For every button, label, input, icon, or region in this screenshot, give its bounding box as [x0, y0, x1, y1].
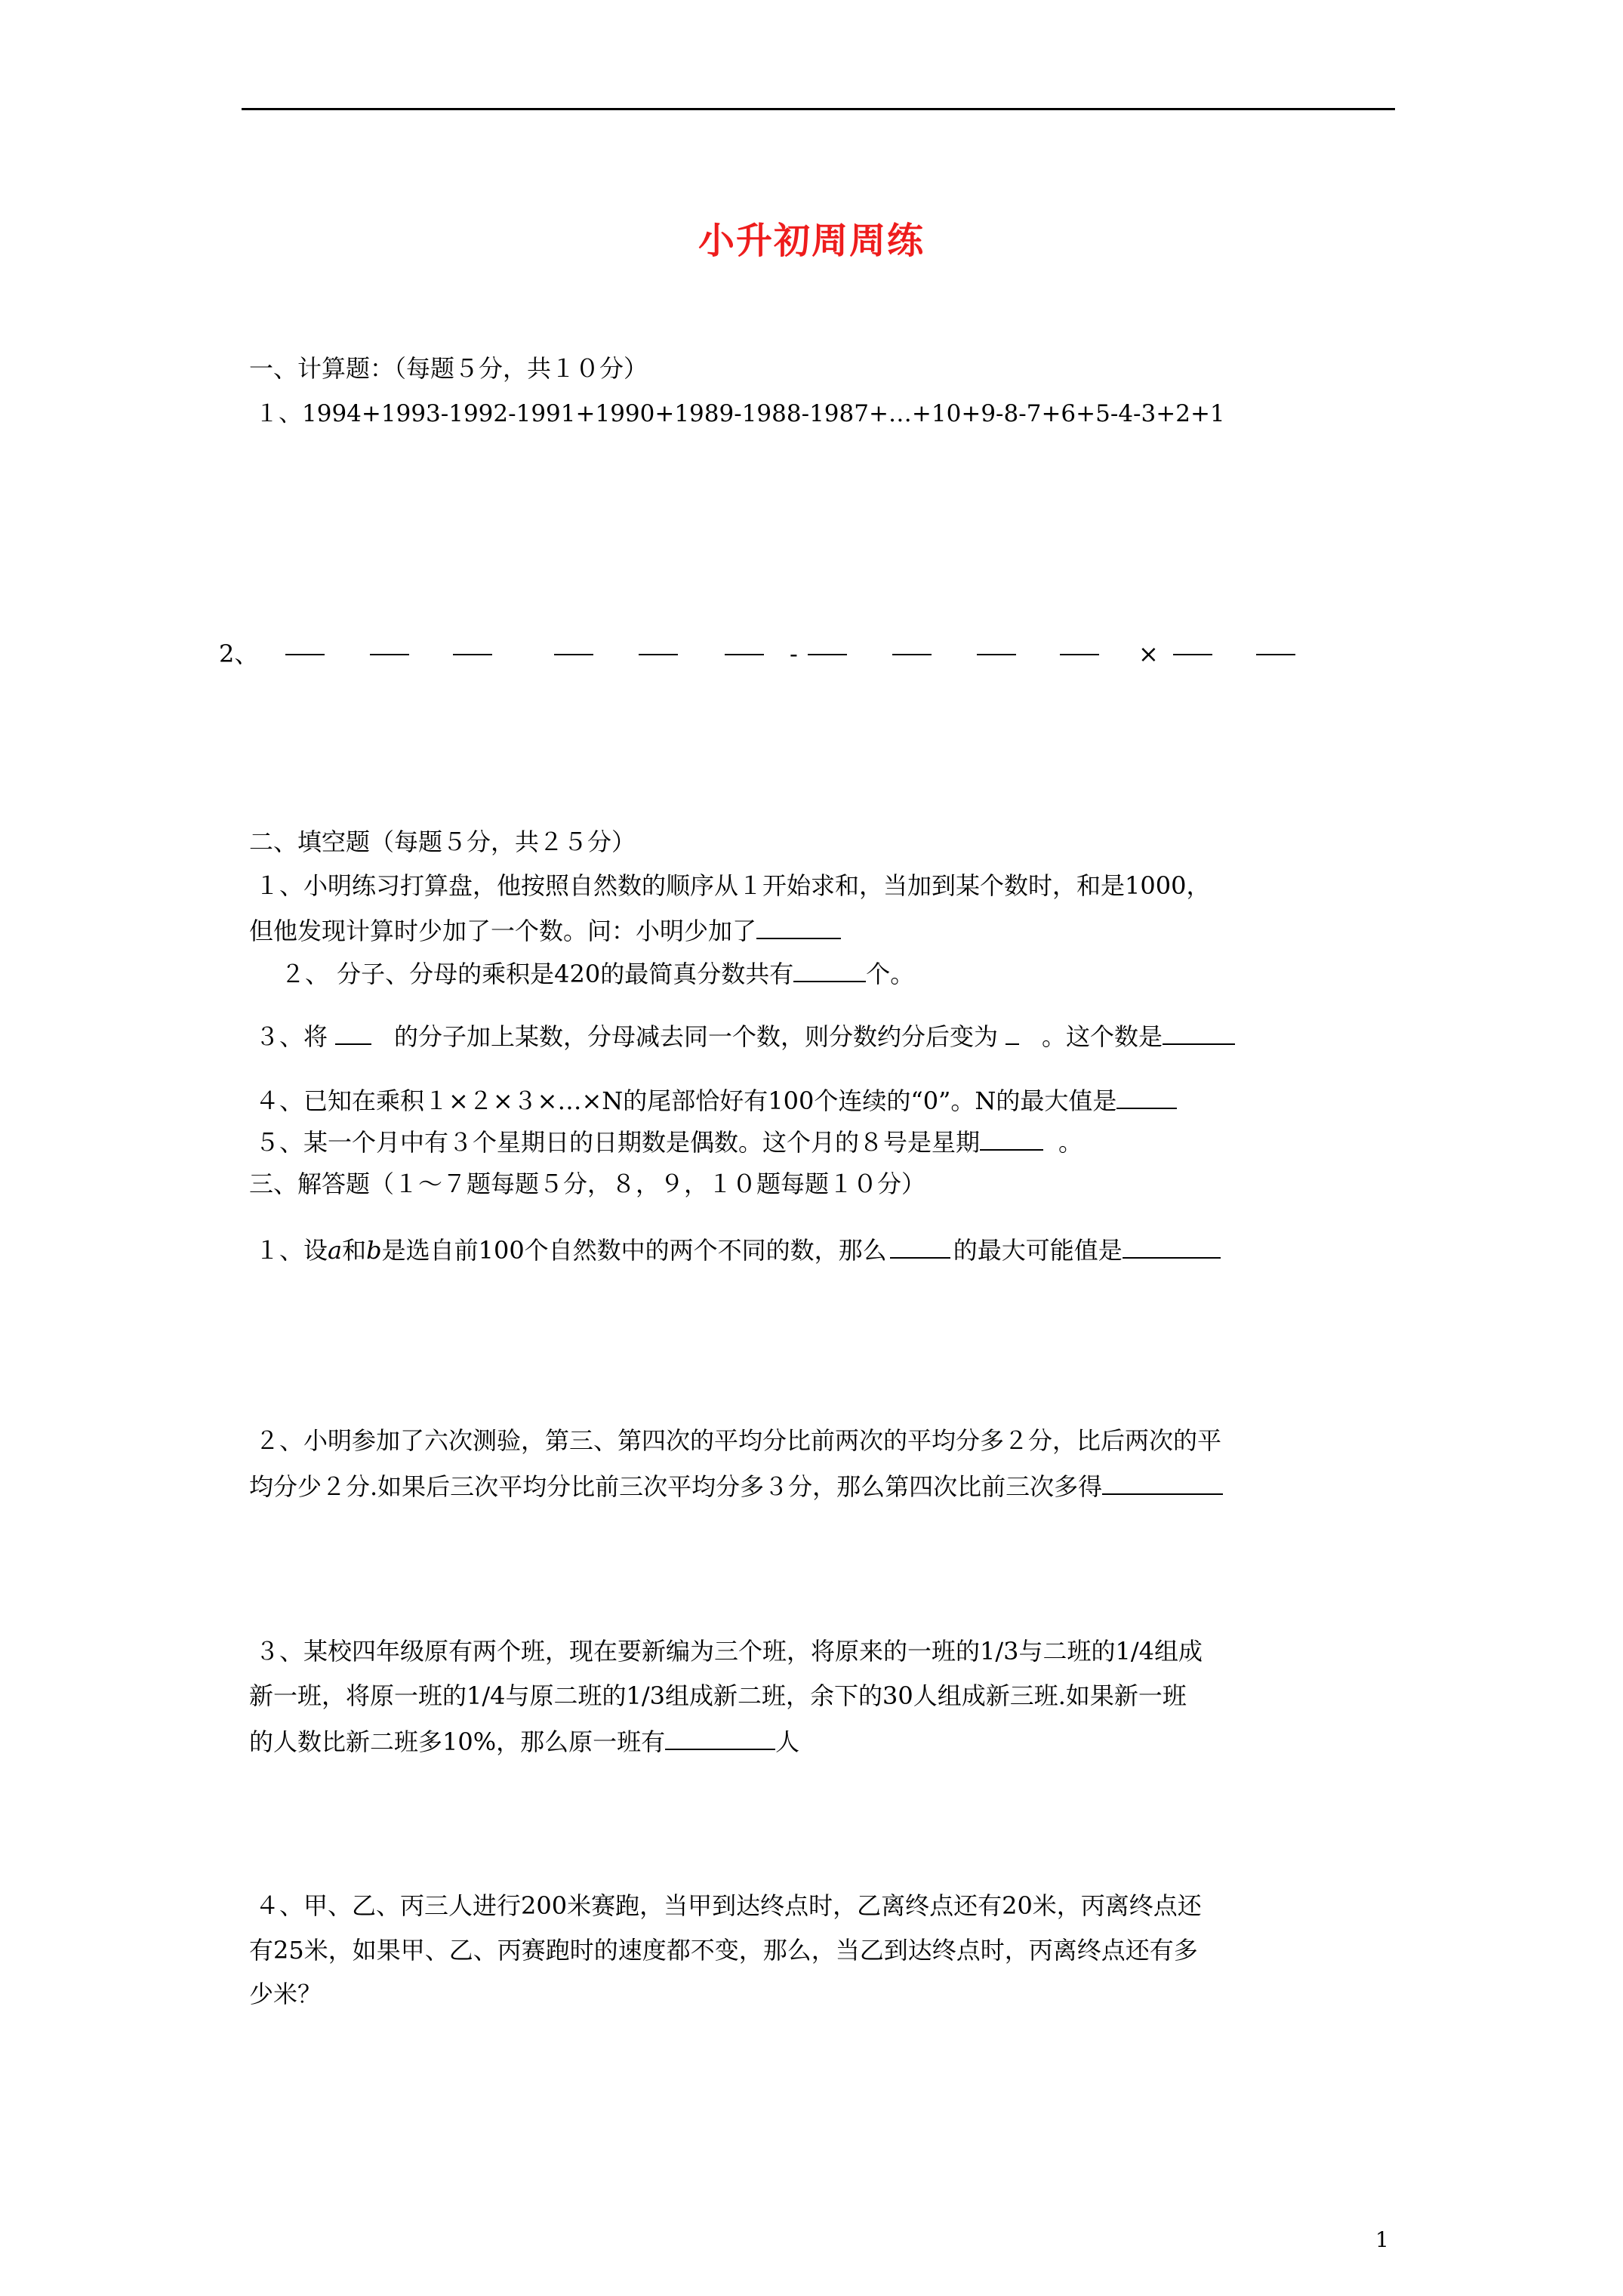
- fraction-bar: [639, 654, 678, 655]
- section3-q3-text: 的人数比新二班多10%，那么原一班有: [249, 1727, 666, 1756]
- section2-q5: [255, 1125, 1083, 1157]
- fraction-bar: [892, 654, 932, 655]
- section1-q1: １、1994+1993-1992-1991+1990+1989-1988-1987+…+10+9-8-7+6+5-4-3+2+1: [255, 400, 1225, 427]
- section2-q3: [255, 1019, 1235, 1052]
- page-number: 1: [1375, 2227, 1389, 2252]
- answer-blank[interactable]: [793, 957, 866, 982]
- variable-b: b: [366, 1236, 382, 1265]
- section2-q2-tail: 个。: [866, 960, 915, 988]
- fraction-bar: [1006, 1028, 1019, 1045]
- section3-q2-line2: [249, 1469, 1223, 1502]
- fraction-bar: [890, 1242, 950, 1259]
- fraction-bar: [285, 654, 325, 655]
- fraction-bar: [725, 654, 764, 655]
- section3-q3-line2: 新一班，将原一班的1/4与原二班的1/3组成新二班，余下的30人组成新三班.如果新一班: [249, 1681, 1187, 1710]
- section3-q1-part2: 是选自前100个自然数中的两个不同的数，那么: [381, 1236, 887, 1265]
- answer-blank[interactable]: [1163, 1019, 1235, 1045]
- fraction-bar: [370, 654, 409, 655]
- answer-blank[interactable]: [665, 1724, 775, 1750]
- section2-q1-line2: [249, 914, 841, 946]
- section3-q2-line1: ２、小明参加了六次测验，第三、第四次的平均分比前两次的平均分多２分，比后两次的平: [255, 1426, 1222, 1455]
- section2-q4: [255, 1083, 1177, 1116]
- section3-q1: [255, 1233, 1221, 1265]
- section3-q3-line3: [249, 1724, 799, 1757]
- section3-q1-and: 和: [342, 1236, 367, 1265]
- section3-q3-tail: 人: [775, 1727, 800, 1756]
- minus-sign: -: [790, 639, 798, 668]
- section3-q4-line1: ４、甲、乙、丙三人进行200米赛跑，当甲到达终点时，乙离终点还有20米，丙离终点还: [255, 1891, 1202, 1920]
- fraction-bar: [1256, 654, 1295, 655]
- section2-q5-tail: 。: [1058, 1128, 1083, 1157]
- section3-q1-part3: 的最大可能值是: [953, 1236, 1123, 1265]
- variable-a: a: [328, 1236, 343, 1265]
- section1-q2-expression: [219, 639, 1427, 669]
- section2-q2-text: ２、 分子、分母的乘积是420的最简真分数共有: [281, 960, 794, 988]
- times-sign: ×: [1138, 639, 1159, 668]
- fraction-bar: [808, 654, 847, 655]
- answer-blank[interactable]: [1102, 1469, 1223, 1495]
- fraction-bar: [335, 1028, 371, 1045]
- section2-heading: 二、填空题（每题５分，共２５分）: [249, 827, 636, 856]
- section2-q1-line1: １、小明练习打算盘，他按照自然数的顺序从１开始求和，当加到某个数时，和是1000，: [255, 871, 1211, 900]
- section1-q2-label: 2、: [219, 639, 259, 668]
- answer-blank[interactable]: [1116, 1083, 1177, 1109]
- section2-q4-text: ４、已知在乘积１×２×３×…×N的尾部恰好有100个连续的“0”。N的最大值是: [255, 1086, 1117, 1115]
- section1-heading: 一、计算题：（每题５分，共１０分）: [249, 354, 648, 383]
- page-title: 小升初周周练: [698, 220, 925, 262]
- section2-q5-text: ５、某一个月中有３个星期日的日期数是偶数。这个月的８号是星期: [255, 1128, 981, 1157]
- fraction-bar: [453, 654, 492, 655]
- section3-q1-part1: １、设: [255, 1236, 328, 1265]
- section3-q3-line1: ３、某校四年级原有两个班，现在要新编为三个班，将原来的一班的1/3与二班的1/4组成: [255, 1637, 1203, 1666]
- answer-blank[interactable]: [1123, 1233, 1221, 1259]
- section3-q4-line3: 少米？: [249, 1980, 322, 2008]
- section3-heading: 三、解答题（１～７题每题５分，８，９，１０题每题１０分）: [249, 1170, 926, 1198]
- section2-q1-text: 但他发现计算时少加了一个数。问：小明少加了: [249, 917, 757, 945]
- section2-q3-part3: 。这个数是: [1042, 1022, 1163, 1051]
- fraction-bar: [977, 654, 1016, 655]
- section2-q2: [281, 957, 914, 989]
- fraction-bar: [554, 654, 593, 655]
- header-rule: [242, 108, 1395, 110]
- answer-blank[interactable]: [980, 1125, 1043, 1151]
- section2-q3-part2: 的分子加上某数，分母减去同一个数，则分数约分后变为: [394, 1022, 999, 1051]
- answer-blank[interactable]: [756, 914, 841, 939]
- fraction-bar: [1173, 654, 1212, 655]
- section2-q3-part1: ３、将: [255, 1022, 328, 1051]
- section3-q4-line2: 有25米，如果甲、乙、丙赛跑时的速度都不变，那么，当乙到达终点时，丙离终点还有多: [249, 1936, 1198, 1965]
- fraction-bar: [1060, 654, 1099, 655]
- section3-q2-text: 均分少２分.如果后三次平均分比前三次平均分多３分，那么第四次比前三次多得: [249, 1472, 1103, 1501]
